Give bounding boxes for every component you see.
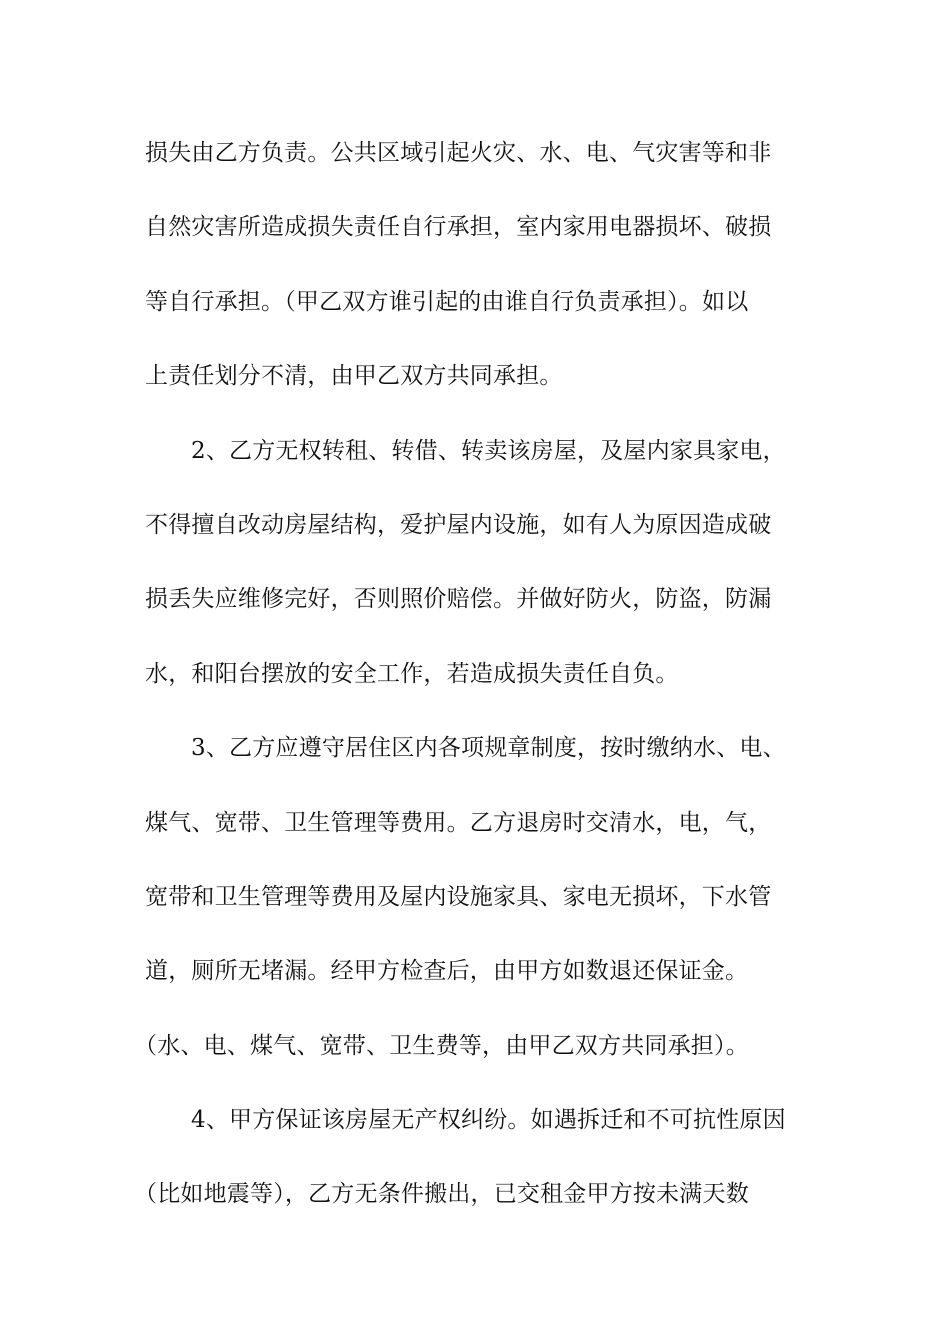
paragraph-start-line: 3、乙方应遵守居住区内各项规章制度，按时缴纳水、电、 (191, 735, 786, 762)
document-body (134, 128, 809, 1244)
text-line: 水，和阳台摆放的安全工作，若造成损失责任自负。 (145, 660, 679, 687)
text-line: （水、电、煤气、宽带、卫生费等，由甲乙双方共同承担）。 (134, 1032, 749, 1059)
text-line: 上责任划分不清，由甲乙双方共同承担。 (145, 363, 563, 390)
text-line: 道，厕所无堵漏。经甲方检查后，由甲方如数退还保证金。 (145, 958, 749, 985)
text-line: 自然灾害所造成损失责任自行承担，室内家用电器损坏、破损 (145, 214, 772, 241)
text-line: 损失由乙方负责。公共区域引起火灾、水、电、气灾害等和非 (145, 140, 772, 166)
text-line: 煤气、宽带、卫生管理等费用。乙方退房时交清水，电，气， (145, 809, 772, 836)
text-line: 损丢失应维修完好，否则照价赔偿。并做好防火，防盗，防漏 (145, 586, 772, 613)
text-line: 等自行承担。（甲乙双方谁引起的由谁自行负责承担）。如以 (145, 288, 749, 315)
text-line: 不得擅自改动房屋结构，爱护屋内设施，如有人为原因造成破 (145, 511, 772, 538)
text-line: 宽带和卫生管理等费用及屋内设施家具、家电无损坏，下水管 (145, 883, 772, 910)
paragraph-start-line: 2、乙方无权转租、转借、转卖该房屋，及屋内家具家电， (191, 437, 786, 464)
paragraph-start-line: 4、甲方保证该房屋无产权纠纷。如遇拆迁和不可抗性原因 (191, 1107, 786, 1134)
text-line: （比如地震等），乙方无条件搬出，已交租金甲方按未满天数 (134, 1181, 749, 1208)
